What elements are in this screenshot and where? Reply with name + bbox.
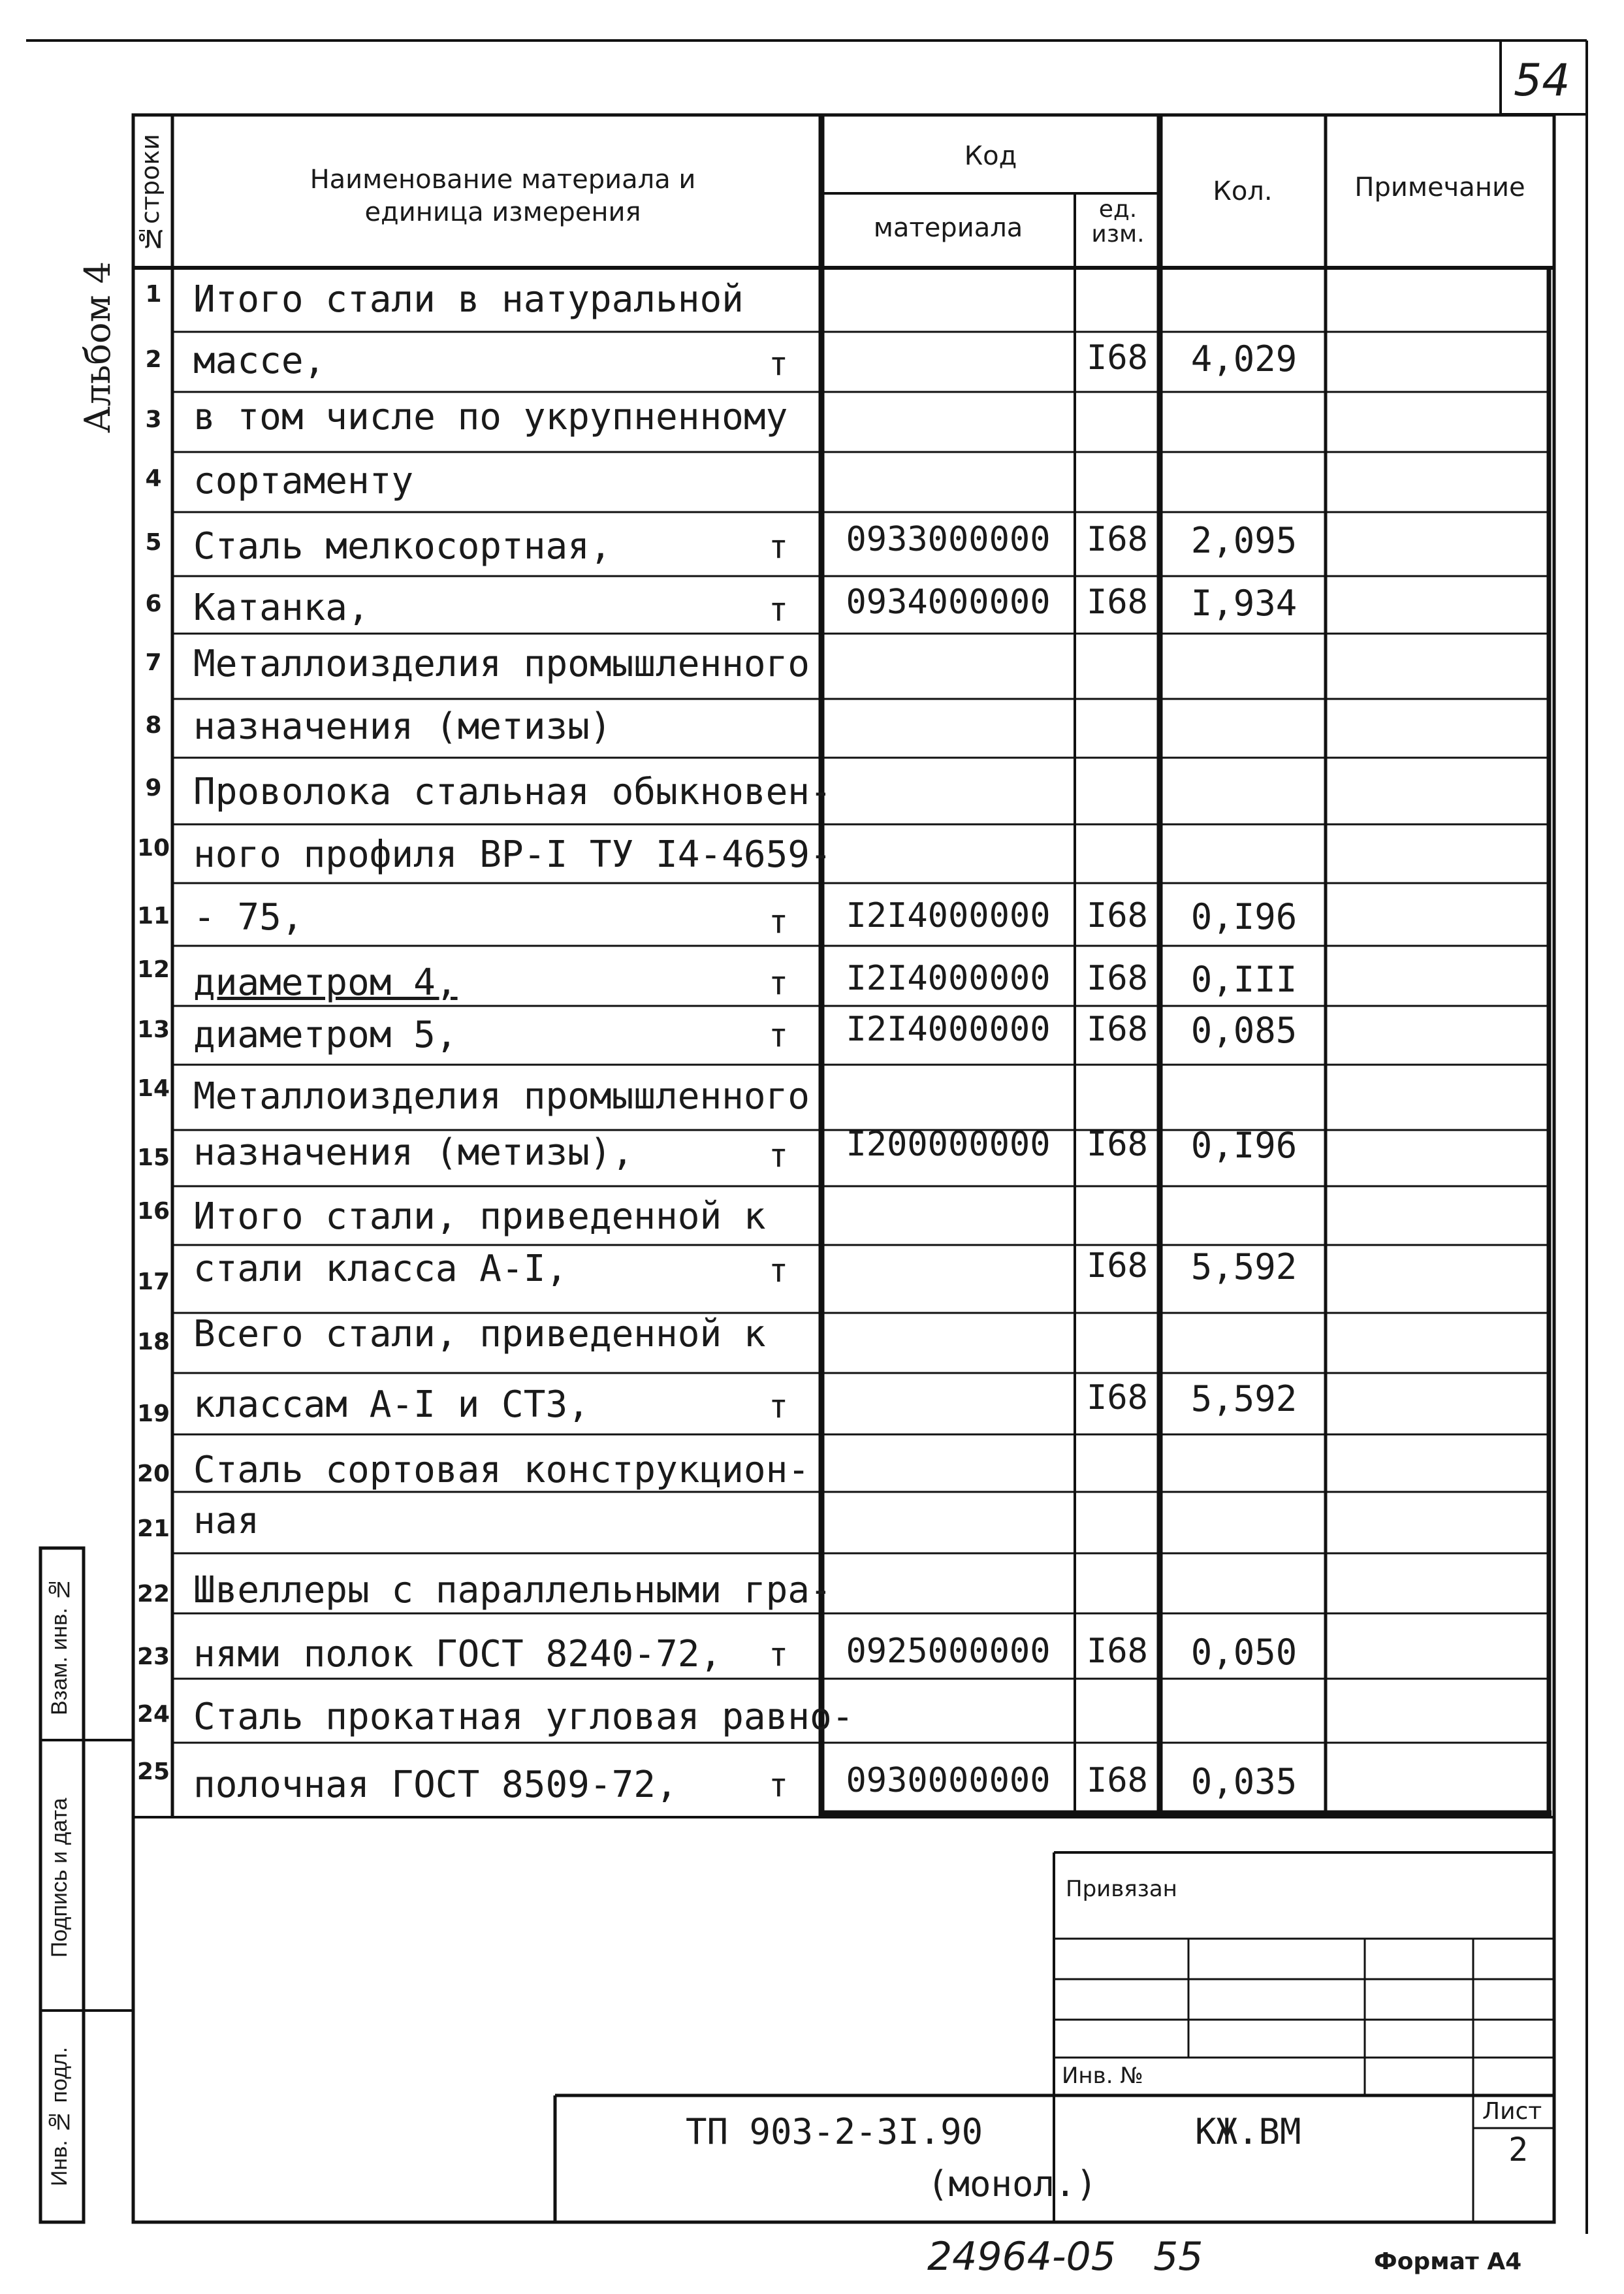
document-designation: ТП 903-2-3I.90	[686, 2111, 983, 2152]
row-code: 0925000000	[846, 1632, 1051, 1671]
row-unit-code: I68	[1087, 1246, 1148, 1285]
row-number: 15	[136, 1144, 170, 1171]
row-name: Итого стали в натуральной	[193, 278, 744, 321]
row-number: 11	[136, 903, 170, 929]
row-name: Швеллеры с параллельными гра-	[193, 1569, 832, 1611]
row-unit: т	[768, 903, 789, 941]
row-unit: т	[768, 345, 789, 383]
row-number: 2	[145, 346, 162, 373]
row-name: Сталь сортовая конструкцион-	[193, 1449, 810, 1491]
row-unit-code: I68	[1087, 1378, 1148, 1417]
row-code: 0933000000	[846, 520, 1051, 559]
row-quantity: I,934	[1190, 583, 1298, 624]
row-number: 22	[136, 1581, 170, 1607]
row-name: Всего стали, приведенной к	[193, 1313, 766, 1355]
header-code-material: материала	[873, 213, 1023, 243]
row-number: 14	[136, 1075, 170, 1102]
header-note: Примечание	[1354, 172, 1525, 202]
row-number: 4	[145, 465, 162, 492]
row-unit: т	[768, 1636, 789, 1673]
row-number: 7	[145, 649, 162, 676]
row-unit: т	[768, 1766, 789, 1804]
row-number: 24	[136, 1701, 170, 1728]
row-name: сортаменту	[193, 460, 414, 502]
header-material-name: Наименование материала и единица измерения	[310, 165, 696, 227]
row-unit: т	[768, 1252, 789, 1289]
row-number: 25	[136, 1758, 170, 1785]
row-number: 3	[145, 406, 162, 433]
row-code: I2I4000000	[846, 896, 1051, 935]
row-unit-code: I68	[1087, 1010, 1148, 1049]
album-label: Альбом 4	[77, 261, 118, 434]
row-name: Проволока стальная обыкновен-	[193, 771, 832, 813]
row-unit: т	[768, 590, 789, 628]
row-number: 21	[136, 1515, 170, 1542]
row-name: диаметром 4,	[193, 961, 458, 1004]
row-number: 16	[136, 1198, 170, 1225]
row-name: Итого стали, приведенной к	[193, 1195, 766, 1238]
row-unit-code: I68	[1087, 583, 1148, 622]
row-unit: т	[768, 964, 789, 1002]
row-name: ная	[193, 1500, 260, 1542]
row-unit: т	[768, 1016, 789, 1054]
row-unit-code: I68	[1087, 1761, 1148, 1800]
row-number: 23	[136, 1643, 170, 1670]
format-label: Формат А4	[1374, 2248, 1522, 2275]
stamp-inv-podl: Инв. № подл.	[47, 2046, 72, 2186]
row-unit-code: I68	[1087, 520, 1148, 559]
header-quantity: Кол.	[1213, 176, 1273, 206]
row-name: стали класса А-I,	[193, 1248, 568, 1290]
row-quantity: 0,050	[1190, 1632, 1298, 1673]
row-code: I2I4000000	[846, 1010, 1051, 1049]
row-number: 19	[136, 1400, 170, 1427]
row-code: 0934000000	[846, 583, 1051, 622]
row-quantity: 5,592	[1190, 1378, 1298, 1419]
row-quantity: 0,I96	[1190, 1125, 1298, 1166]
row-number: 18	[136, 1329, 170, 1355]
row-unit-code: I68	[1087, 1632, 1148, 1671]
row-code: I200000000	[846, 1125, 1051, 1164]
page-number: 54	[1514, 55, 1570, 106]
row-code: I2I4000000	[846, 959, 1051, 998]
stamp-podpis-data: Подпись и дата	[47, 1798, 72, 1958]
row-number: 6	[145, 590, 162, 617]
row-number: 5	[145, 529, 162, 556]
stamp-vzam-inv: Взам. инв. №	[47, 1576, 72, 1716]
handwritten-reference: 24964-05 55	[927, 2234, 1203, 2280]
row-number: 1	[145, 281, 162, 308]
row-name: ного профиля ВР-I ТУ I4-4659-	[193, 833, 832, 876]
row-quantity: 5,592	[1190, 1246, 1298, 1287]
row-name: - 75,	[193, 896, 304, 939]
row-unit-code: I68	[1087, 896, 1148, 935]
row-unit-code: I68	[1087, 959, 1148, 998]
row-number: 12	[136, 956, 170, 983]
row-unit-code: I68	[1087, 338, 1148, 378]
row-code: 0930000000	[846, 1761, 1051, 1800]
row-unit: т	[768, 528, 789, 566]
row-name: нями полок ГОСТ 8240-72,	[193, 1633, 722, 1675]
row-name: Металлоизделия промышленного	[193, 643, 810, 685]
header-row-number: №строки	[136, 133, 165, 253]
row-quantity: 4,029	[1190, 338, 1298, 380]
row-name: массе,	[193, 340, 326, 382]
row-number: 9	[145, 775, 162, 801]
header-code-unit: ед. изм.	[1091, 196, 1145, 248]
row-name: классам А-I и СТ3,	[193, 1383, 590, 1426]
row-unit: т	[768, 1387, 789, 1425]
row-unit-code: I68	[1087, 1125, 1148, 1164]
row-name: полочная ГОСТ 8509-72,	[193, 1764, 678, 1806]
row-name: диаметром 5,	[193, 1014, 458, 1056]
row-quantity: 2,095	[1190, 520, 1298, 561]
document-subtitle: (монол.)	[927, 2163, 1098, 2205]
row-unit: т	[768, 1137, 789, 1174]
row-name: Катанка,	[193, 587, 370, 629]
sheet-number: 2	[1508, 2131, 1529, 2169]
header-code: Код	[964, 141, 1017, 171]
row-name: назначения (метизы)	[193, 705, 612, 748]
row-number: 10	[136, 835, 170, 862]
row-name: назначения (метизы),	[193, 1131, 634, 1174]
row-name: Металлоизделия промышленного	[193, 1075, 810, 1118]
title-block-privyazan: Привязан	[1066, 1876, 1177, 1902]
sheet-label: Лист	[1482, 2098, 1542, 2125]
title-block-inv-no: Инв. №	[1062, 2063, 1143, 2089]
row-number: 8	[145, 712, 162, 739]
row-name: в том числе по укрупненному	[193, 396, 788, 438]
document-mark: КЖ.ВМ	[1195, 2111, 1301, 2152]
row-quantity: 0,085	[1190, 1010, 1298, 1051]
row-quantity: 0,III	[1190, 959, 1298, 1000]
row-name: Сталь мелкосортная,	[193, 525, 612, 568]
row-name: Сталь прокатная угловая равно-	[193, 1696, 854, 1738]
row-number: 17	[136, 1268, 170, 1295]
row-quantity: 0,035	[1190, 1761, 1298, 1802]
row-number: 13	[136, 1016, 170, 1043]
row-quantity: 0,I96	[1190, 896, 1298, 937]
row-number: 20	[136, 1461, 170, 1487]
